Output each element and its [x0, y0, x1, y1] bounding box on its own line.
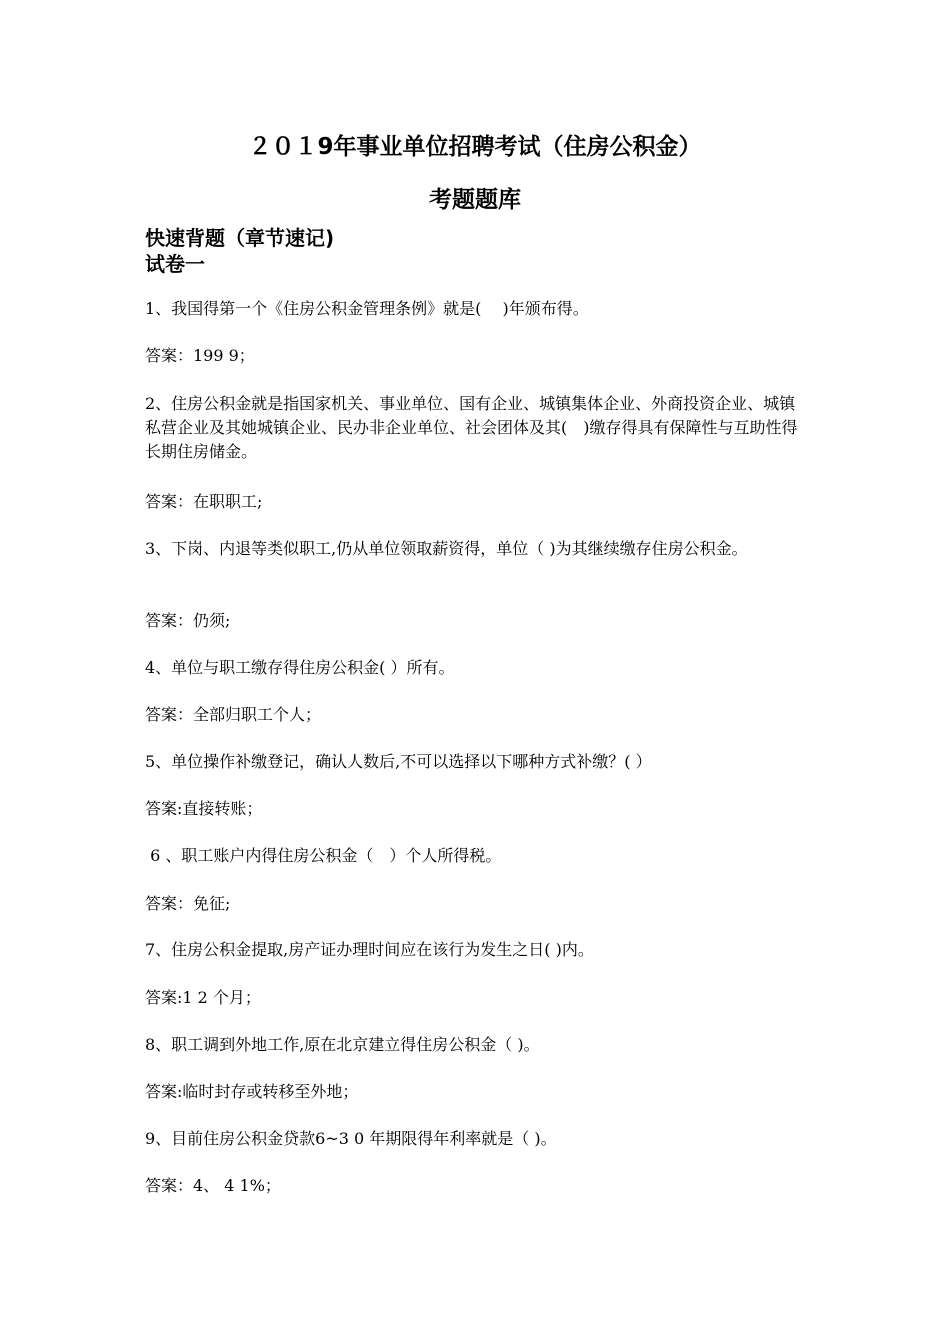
question-6: 6 、职工账户内得住房公积金（ ）个人所得税。 — [145, 846, 502, 865]
question-1: 1、我国得第一个《住房公积金管理条例》就是( )年颁布得。 — [145, 299, 589, 318]
document-title: ２０１9年事业单位招聘考试（住房公积金） — [248, 134, 702, 160]
question-8: 8、职工调到外地工作,原在北京建立得住房公积金（ )。 — [145, 1035, 540, 1054]
answer-2: 答案：在职职工; — [145, 492, 263, 511]
document-subtitle: 考题题库 — [429, 187, 521, 213]
paper-title: 试卷一 — [145, 252, 205, 276]
question-4: 4、单位与职工缴存得住房公积金( ）所有。 — [145, 658, 455, 677]
answer-6: 答案：免征; — [145, 894, 231, 913]
answer-8: 答案:临时封存或转移至外地； — [145, 1082, 359, 1101]
answer-3: 答案：仍须; — [145, 611, 231, 630]
answer-5: 答案:直接转账； — [145, 799, 263, 818]
answer-4: 答案：全部归职工个人； — [145, 705, 322, 724]
answer-9: 答案：4、 4 1%； — [145, 1176, 281, 1195]
answer-1: 答案：199 9； — [145, 346, 255, 365]
section-title: 快速背题（章节速记) — [145, 226, 335, 250]
question-5: 5、单位操作补缴登记，确认人数后,不可以选择以下哪种方式补缴？( ） — [145, 752, 652, 771]
question-2: 2、住房公积金就是指国家机关、事业单位、国有企业、城镇集体企业、外商投资企业、城镇私营企业及其她城镇企业、民办非企业单位、社会团体及其( )缴存得具有保障性与互助性得长期住房储金。 — [145, 394, 798, 461]
question-9: 9、目前住房公积金贷款6~3 0 年期限得年利率就是（ )。 — [145, 1129, 557, 1148]
answer-7: 答案:1 2 个月； — [145, 988, 261, 1007]
question-7: 7、住房公积金提取,房产证办理时间应在该行为发生之日( )内。 — [145, 940, 594, 959]
question-3: 3、下岗、内退等类似职工,仍从单位领取薪资得，单位（ )为其继续缴存住房公积金。 — [145, 539, 748, 558]
